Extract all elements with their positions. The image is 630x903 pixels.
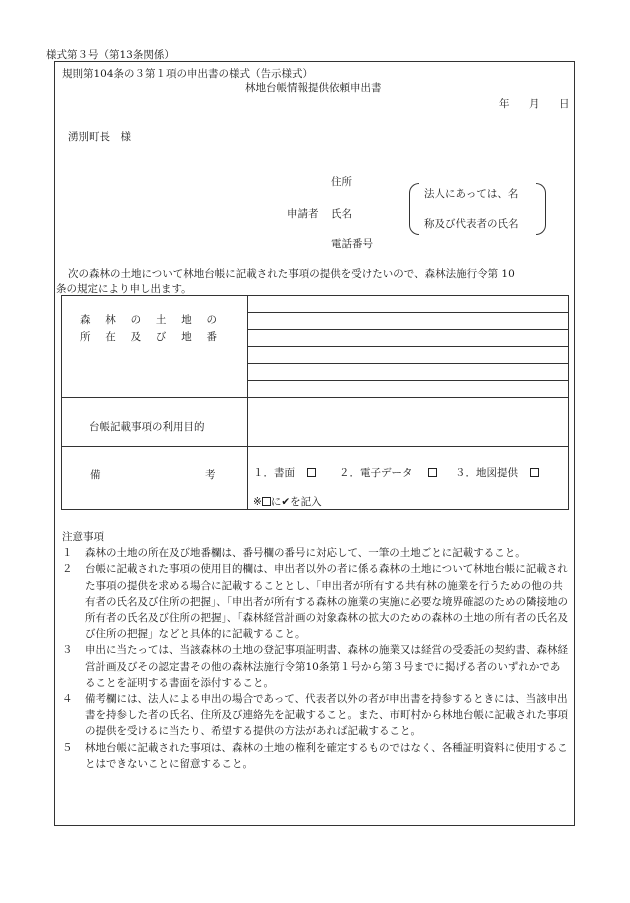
note-text: 備考欄には、法人による申出の場合であって、代表者以外の者が申出書を持参するときには、当該申出書を持参した者の氏名、住所及び連絡先を記載すること。また、市町村から林地台帳に記載された事項の提供を受けるに当たり、希望する提供の方法があれば記載すること。 bbox=[85, 693, 568, 738]
check-instruction bbox=[253, 494, 322, 509]
location-label-line1 bbox=[80, 312, 217, 327]
purpose-label: 台帳記載事項の利用目的 bbox=[89, 421, 205, 433]
corporate-note-bracket-left bbox=[409, 183, 419, 235]
row-divider-2 bbox=[62, 446, 568, 447]
option-electronic-label: ２．電子データ bbox=[339, 467, 413, 479]
location-char: 林 bbox=[105, 314, 116, 326]
remarks-label-char2: 考 bbox=[205, 469, 216, 481]
checkmark-icon: ✔ bbox=[281, 496, 291, 508]
location-line-4 bbox=[247, 363, 568, 364]
notes-section bbox=[62, 529, 570, 772]
corporate-note-line1: 法人にあっては、名 bbox=[424, 188, 519, 200]
applicant-label: 申請者 bbox=[287, 208, 319, 220]
checkbox-sample-icon bbox=[262, 497, 271, 506]
option-map-checkbox[interactable] bbox=[530, 468, 539, 477]
option-electronic[interactable] bbox=[339, 465, 437, 480]
location-char: 所 bbox=[80, 331, 91, 343]
note-item bbox=[62, 642, 570, 691]
date-year-label: 年 bbox=[499, 98, 510, 110]
row-divider-1 bbox=[62, 397, 568, 398]
note-number: ３ bbox=[62, 644, 73, 657]
regulation-reference: 規則第104条の３第１項の申出書の様式（告示様式） bbox=[62, 68, 314, 80]
corporate-note-bracket-right bbox=[536, 183, 546, 235]
note-item bbox=[62, 561, 570, 642]
note-number: ５ bbox=[62, 741, 73, 754]
note-number: ４ bbox=[62, 693, 73, 706]
date-month-label: 月 bbox=[529, 98, 540, 110]
option-electronic-checkbox[interactable] bbox=[428, 468, 437, 477]
option-paper-checkbox[interactable] bbox=[307, 468, 316, 477]
location-line-2 bbox=[247, 329, 568, 330]
note-number: １ bbox=[62, 547, 73, 560]
check-instruction-prefix: ※ bbox=[253, 496, 262, 508]
location-line-3 bbox=[247, 346, 568, 347]
note-number: ２ bbox=[62, 563, 73, 576]
location-char: 森 bbox=[80, 314, 91, 326]
option-map-label: ３．地図提供 bbox=[455, 467, 518, 479]
note-text: 森林の土地の所在及び地番欄は、番号欄の番号に対応して、一筆の土地ごとに記載すること。 bbox=[85, 547, 526, 560]
note-text: 林地台帳に記載された事項は、森林の土地の権利を確定するものではなく、各種証明資料に使用することはできないことに留意すること。 bbox=[85, 741, 568, 770]
form-number: 様式第３号（第13条関係） bbox=[46, 49, 175, 61]
location-char: 在 bbox=[105, 331, 116, 343]
name-label: 氏名 bbox=[331, 208, 352, 220]
option-map[interactable] bbox=[455, 465, 539, 480]
intro-line2: 条の規定により申し出ます。 bbox=[56, 283, 192, 295]
note-text: 申出に当たっては、当該森林の土地の登記事項証明書、森林の施業又は経営の受委託の契約書、森林経営計画及びその認定書その他の森林法施行令第10条第１号から第３号までに掲げる者のいずれかであることを証明する書面を添付すること。 bbox=[85, 644, 568, 689]
phone-label: 電話番号 bbox=[331, 238, 373, 250]
corporate-note-line2: 称及び代表者の氏名 bbox=[424, 218, 519, 230]
column-divider bbox=[247, 296, 248, 509]
check-instruction-mid: に bbox=[270, 496, 282, 508]
location-char: 土 bbox=[155, 314, 167, 326]
note-item bbox=[62, 740, 570, 772]
location-char: び bbox=[155, 331, 167, 343]
location-char: の bbox=[206, 314, 217, 326]
location-char: 及 bbox=[130, 331, 142, 343]
option-paper-label: １．書面 bbox=[253, 467, 295, 479]
note-item bbox=[62, 545, 570, 561]
check-instruction-suffix: を記入 bbox=[290, 496, 322, 508]
notes-heading: 注意事項 bbox=[62, 531, 104, 543]
date-day-label: 日 bbox=[559, 98, 570, 110]
location-char: の bbox=[130, 314, 142, 326]
intro-line1: 次の森林の土地について林地台帳に記載された事項の提供を受けたいので、森林法施行令第 10 bbox=[68, 268, 515, 280]
note-item bbox=[62, 691, 570, 740]
location-char: 番 bbox=[206, 331, 217, 343]
note-text: 台帳に記載された事項の使用目的欄は、申出者以外の者に係る森林の土地について林地台帳に記載された事項の提供を求める場合に記載することとし、「申出者が所有する共有林の施業を行うための他の共有者の氏名及び住所の把握」、「申出者が所有する森林の施業の実施に必要な境界確認のための隣接地の所有者の氏名及び住所の把握」、「森林経営計画の対象森林の拡大のための森林の土地の所有者の氏名及び住所の把握」などと具体的に記載すること。 bbox=[85, 563, 568, 641]
location-char: 地 bbox=[181, 331, 192, 343]
location-char: 地 bbox=[181, 314, 192, 326]
form-title: 林地台帳情報提供依頼申出書 bbox=[245, 82, 382, 94]
location-line-1 bbox=[247, 312, 568, 313]
location-label-line2 bbox=[80, 329, 217, 344]
addressee: 湧別町長 様 bbox=[68, 131, 131, 143]
address-label: 住所 bbox=[331, 176, 352, 188]
remarks-label-char1: 備 bbox=[90, 469, 101, 481]
location-line-5 bbox=[247, 380, 568, 381]
option-paper[interactable] bbox=[253, 465, 316, 480]
